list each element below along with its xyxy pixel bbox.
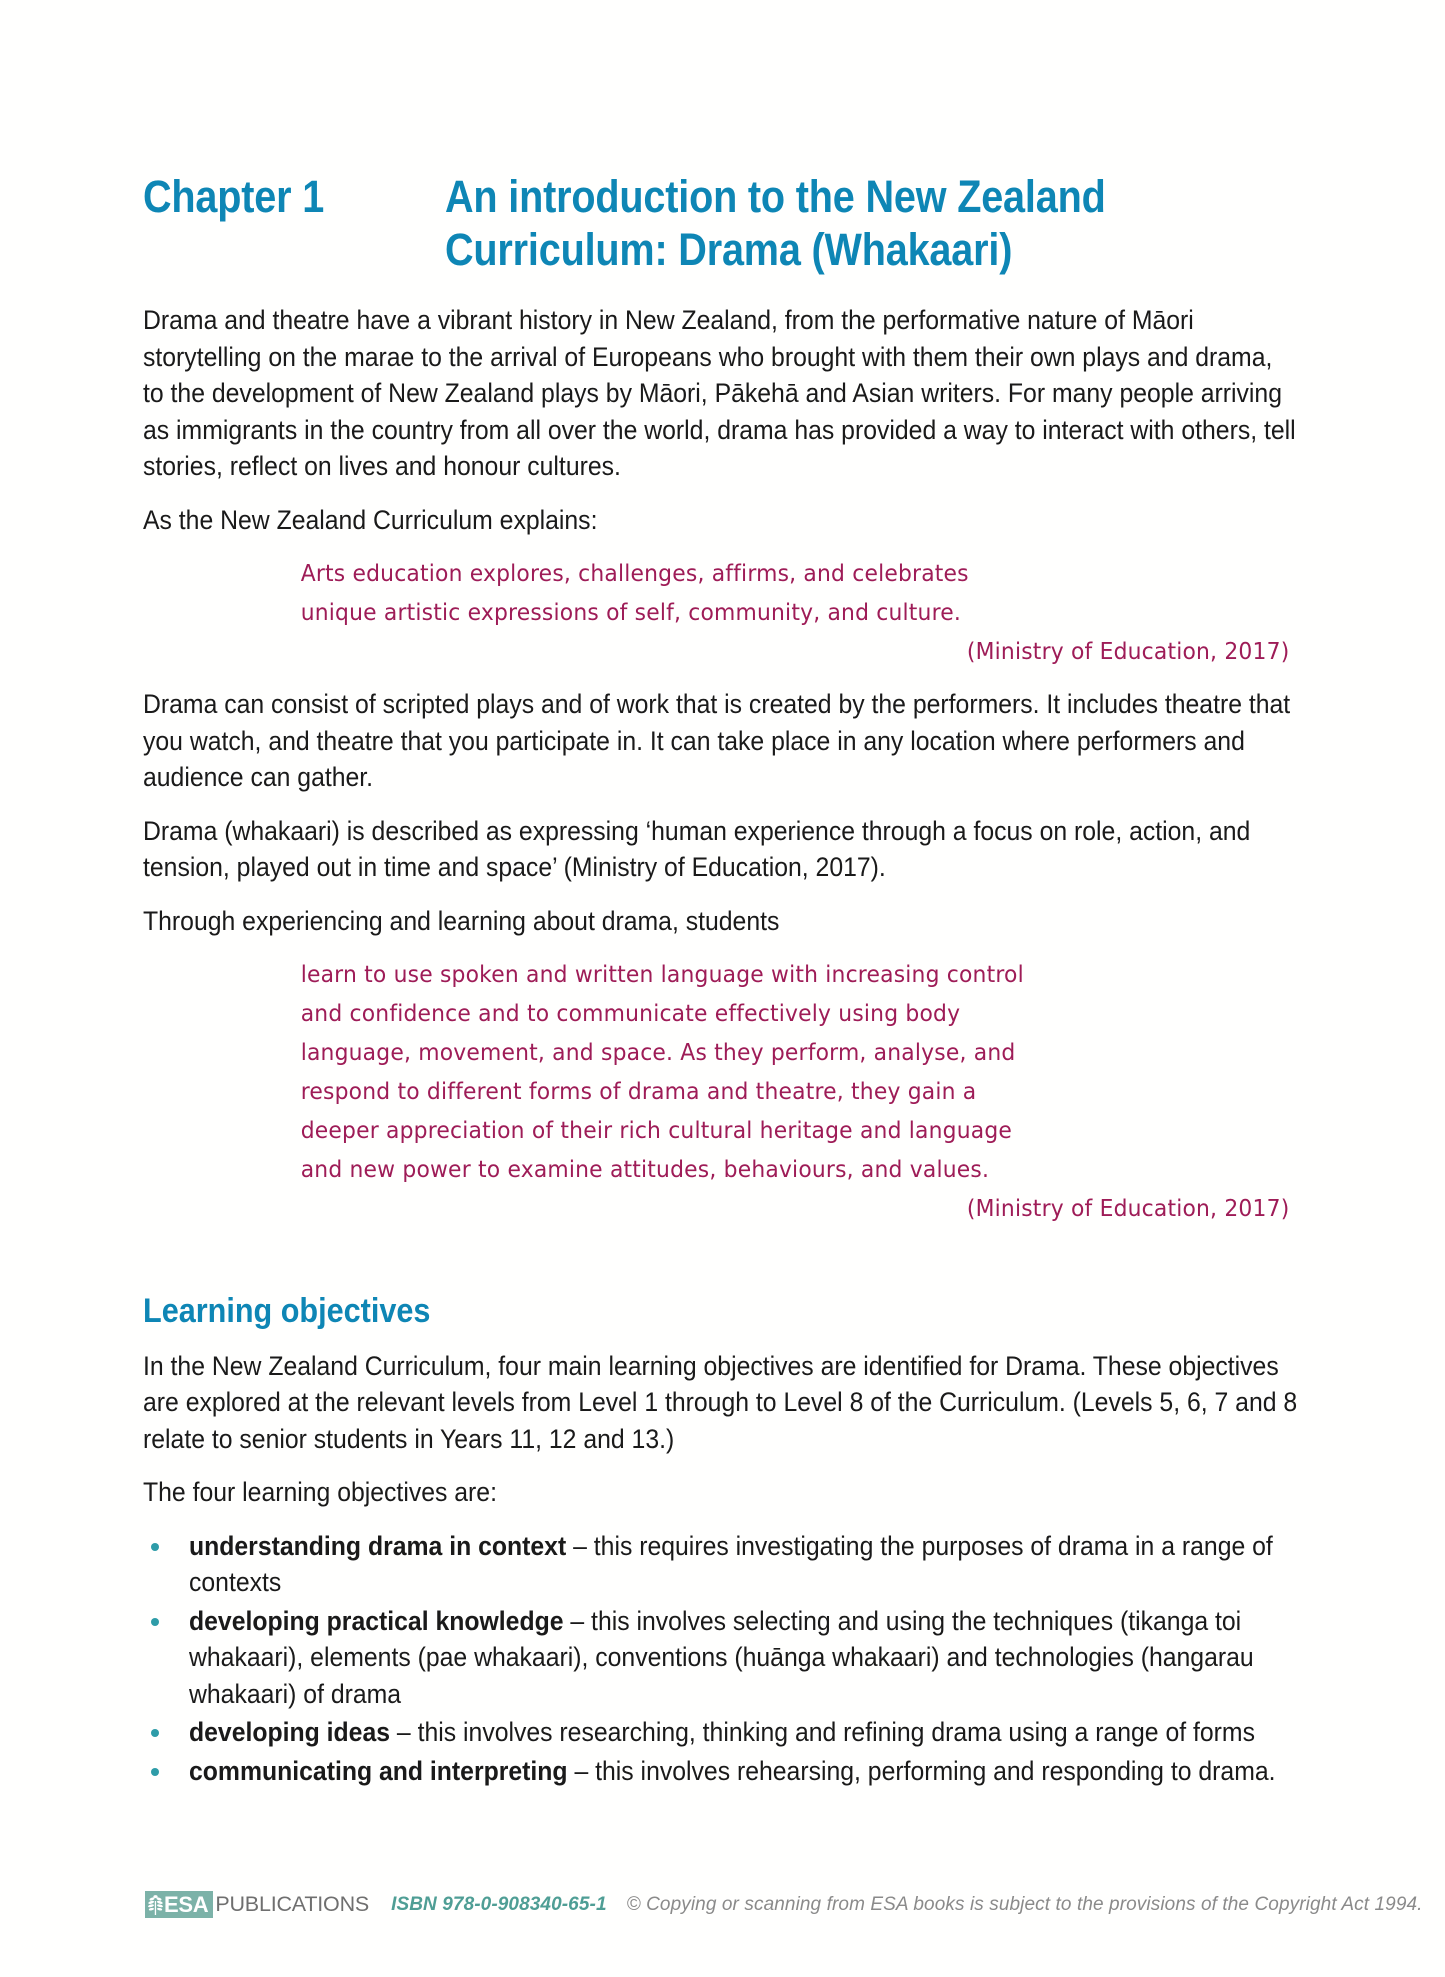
blockquote-line: and confidence and to communicate effectively using body: [300, 1001, 961, 1028]
list-item-term: developing ideas: [189, 1717, 391, 1748]
list-item-description: – this requires investigating the purposes of drama in a range of contexts: [189, 1530, 1273, 1598]
bullet-dot-icon: [151, 1543, 159, 1551]
blockquote-line: Arts education explores, challenges, affirms, and celebrates: [300, 561, 969, 588]
isbn-text: ISBN 978-0-908340-65-1: [391, 1893, 607, 1915]
esa-logo: [145, 1891, 369, 1918]
chapter-title-line-1: An introduction to the New Zealand: [445, 171, 1106, 222]
page-content: [143, 170, 1298, 1791]
list-item-text: [189, 1528, 1298, 1601]
chapter-title-line-2: Curriculum: Drama (Whakaari): [445, 224, 1013, 276]
esa-publications-label: PUBLICATIONS: [215, 1892, 370, 1916]
list-item-description: – this involves rehearsing, performing and responding to drama.: [567, 1755, 1276, 1786]
list-item-term: communicating and interpreting: [189, 1755, 568, 1786]
paragraph-learning-objectives-lead-in: The four learning objectives are:: [143, 1477, 497, 1508]
copyright-notice: © Copying or scanning from ESA books is subject to the provisions of the Copyright Act 1994.: [626, 1893, 1423, 1915]
blockquote-attribution: (Ministry of Education, 2017): [966, 1196, 1290, 1223]
list-item: [143, 1603, 1298, 1713]
blockquote-curriculum: [143, 555, 1445, 672]
list-item: [143, 1753, 1298, 1790]
esa-logo-text: ESA: [164, 1891, 209, 1917]
esa-logo-mark: [145, 1891, 213, 1918]
blockquote-students: [143, 956, 1445, 1229]
chapter-title: [445, 170, 1196, 276]
fern-icon: [148, 1894, 163, 1916]
list-item-term: developing practical knowledge: [189, 1605, 564, 1636]
bullet-dot-icon: [151, 1618, 159, 1626]
chapter-heading: [143, 170, 1298, 276]
list-item: [143, 1714, 1298, 1751]
blockquote-line: deeper appreciation of their rich cultural heritage and language: [300, 1118, 1013, 1145]
blockquote-line: learn to use spoken and written language with increasing control: [300, 962, 1024, 989]
paragraph-lead-in-students: Through experiencing and learning about drama, students: [143, 905, 780, 936]
list-item-description: – this involves researching, thinking and refining drama using a range of forms: [390, 1717, 1255, 1748]
bullet-dot-icon: [151, 1768, 159, 1776]
blockquote-line: unique artistic expressions of self, community, and culture.: [300, 600, 962, 627]
list-item-text: [189, 1603, 1298, 1713]
blockquote-attribution: (Ministry of Education, 2017): [966, 639, 1290, 666]
bullet-dot-icon: [151, 1729, 159, 1737]
paragraph-drama-described: Drama (whakaari) is described as expressing ‘human experience through a focus on role, action, and tension, played out in time and space’ (Ministry of Education, 2017).: [143, 815, 1251, 883]
blockquote-line: respond to different forms of drama and theatre, they gain a: [300, 1079, 977, 1106]
chapter-label: Chapter 1: [143, 171, 325, 222]
list-item-text: [189, 1714, 1298, 1751]
paragraph-learning-objectives-intro: In the New Zealand Curriculum, four main learning objectives are identified for Drama. These objectives are explored at the relevant levels from Level 1 through to Level 8 of the Curriculum. (Levels 5, 6, 7 and 8 relate to senior students in Years 11, 12 and 13.): [143, 1350, 1298, 1454]
blockquote-line: and new power to examine attitudes, behaviours, and values.: [300, 1157, 990, 1184]
list-item-term: understanding drama in context: [189, 1530, 567, 1561]
blockquote-line: language, movement, and space. As they perform, analyse, and: [300, 1040, 1016, 1067]
paragraph-intro: Drama and theatre have a vibrant history in New Zealand, from the performative nature of Māori storytelling on the marae to the arrival of Europeans who brought with them their own plays and drama, to the development of New Zealand plays by Māori, Pākehā and Asian writers. For many people arriving as immigrants in the country from all over the world, drama has provided a way to interact with others, tell stories, reflect on lives and honour cultures.: [143, 305, 1296, 482]
page-footer: [145, 1891, 1423, 1918]
list-item: [143, 1528, 1298, 1601]
paragraph-lead-in-curriculum: As the New Zealand Curriculum explains:: [143, 504, 598, 535]
paragraph-drama-consists: Drama can consist of scripted plays and of work that is created by the performers. It includes theatre that you watch, and theatre that you participate in. It can take place in any location where performers and audience can gather.: [143, 689, 1291, 793]
list-item-description: – this involves selecting and using the techniques (tikanga toi whakaari), elements (pae whakaari), conventions (huānga whakaari) and technologies (hangarau whakaari) of drama: [189, 1605, 1254, 1709]
section-heading-learning-objectives: Learning objectives: [143, 1292, 431, 1331]
list-item-text: [189, 1753, 1298, 1790]
learning-objectives-list: [143, 1528, 1298, 1790]
